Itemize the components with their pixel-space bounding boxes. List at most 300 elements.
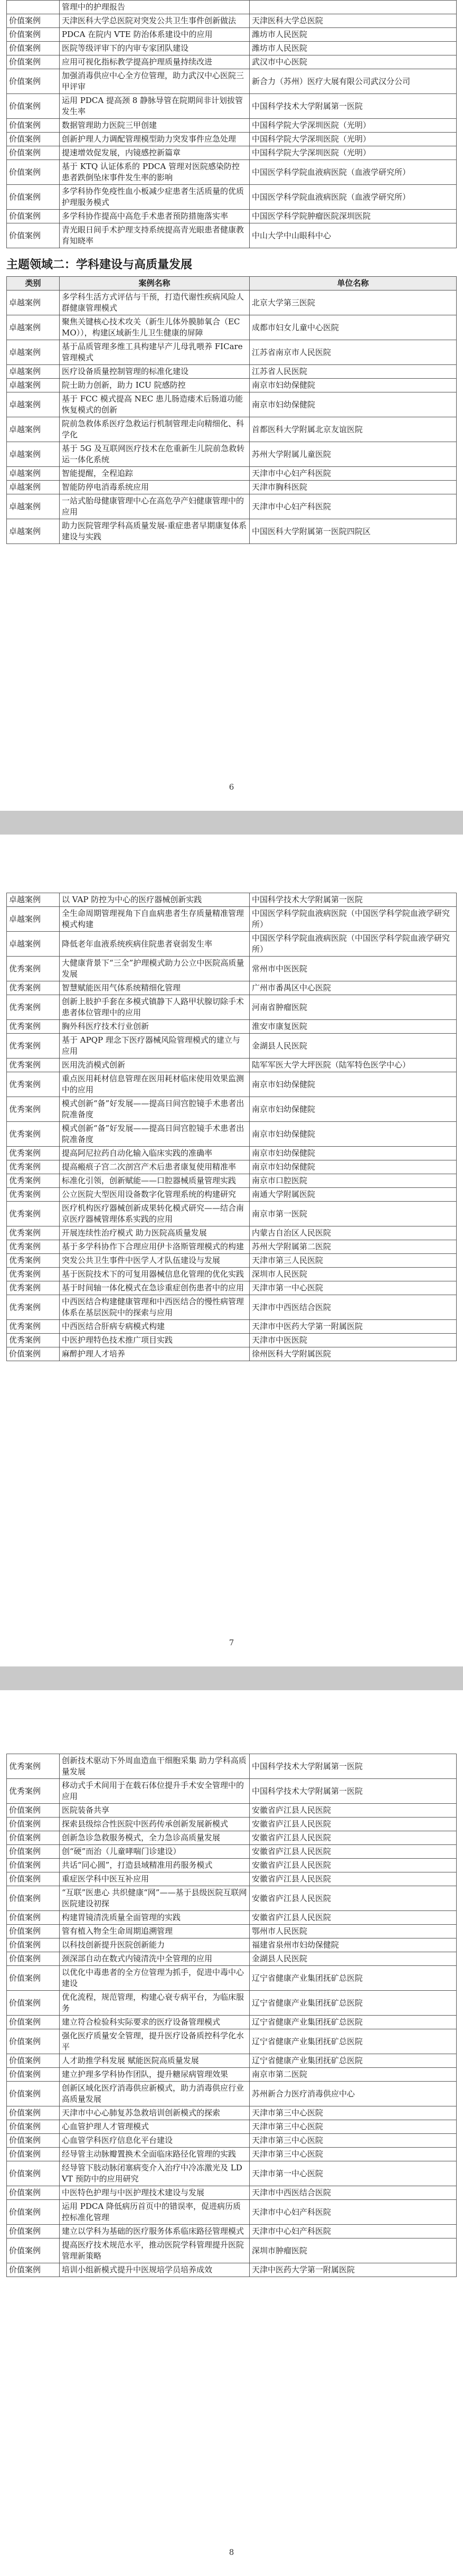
cell-case-name: 标准化引领，创新赋能——口腔器械质量管理实践: [60, 1174, 250, 1188]
cell-category: 价值案例: [7, 160, 60, 185]
cell-case-name: 提速增效促发展，内镜感控新篇章: [60, 146, 250, 160]
cell-category: 价值案例: [7, 14, 60, 28]
cell-unit-name: 天津市第一中心医院: [250, 1281, 457, 1295]
cell-case-name: 经导管主动脉瓣置换术全面临床路径化管理的实践: [60, 2148, 250, 2161]
page-6: [0, 0, 463, 811]
table-row: [7, 1872, 457, 1886]
cell-case-name: 基于 5G 及互联网医疗技术在危重新生儿院前急救转运一体化系统: [60, 442, 250, 467]
cell-unit-name: 南京市妇幼保健院: [250, 1147, 457, 1160]
cell-category: 卓越案例: [7, 932, 60, 957]
cell-unit-name: 陆军军医大学大坪医院（陆军特色医学中心）: [250, 1058, 457, 1072]
cell-unit-name: 天津市第一中心医院: [250, 2161, 457, 2186]
cell-unit-name: 首都医科大学附属北京友谊医院: [250, 417, 457, 442]
table-row: [7, 893, 457, 907]
cell-unit-name: 北京大学第三医院: [250, 291, 457, 315]
cell-case-name: 以优化中毒患者的全方位管理为抓手，促进中毒中心建设: [60, 1966, 250, 1991]
table-row: [7, 957, 457, 981]
cell-case-name: 应用可视化指标教学提高护理质量持续改进: [60, 55, 250, 69]
table-row: [7, 1938, 457, 1952]
cell-category: 价值案例: [7, 1804, 60, 1818]
cell-unit-name: 南通大学附属医院: [250, 1188, 457, 1202]
table-row: [7, 1226, 457, 1240]
cell-unit-name: 安徽省庐江县人民医院: [250, 1804, 457, 1818]
header-category: 类别: [7, 277, 60, 291]
table-row: [7, 185, 457, 210]
table-row: [7, 1859, 457, 1872]
cell-unit-name: 中国科学院大学深圳医院（光明）: [250, 133, 457, 146]
cell-unit-name: 辽宁省健康产业集团抚矿总医院: [250, 2016, 457, 2029]
table-row: [7, 1160, 457, 1174]
cell-case-name: 提高瘢痕子宫二次剖宫产术后患者康复使用精准率: [60, 1160, 250, 1174]
cell-case-name: 强化医疗质量安全管理，提升医疗设备质控科学化水平: [60, 2029, 250, 2054]
cell-case-name: 模式创新“备”好发展——提高日间宫腔镜手术患者出院准备度: [60, 1122, 250, 1147]
table-row: [7, 1804, 457, 1818]
table-row: [7, 210, 457, 223]
table-row: [7, 981, 457, 995]
cell-case-name: 公立医院大型医用设备数字化管理系统的构建研究: [60, 1188, 250, 1202]
table-row: [7, 1952, 457, 1966]
cell-unit-name: 辽宁省健康产业集团抚矿总医院: [250, 2029, 457, 2054]
cell-case-name: 经导管下肢动脉闭塞病变介入治疗中冷冻激光及 LDVT 预防中的应用研究: [60, 2161, 250, 2186]
table-row: [7, 365, 457, 379]
cell-unit-name: 天津市第三中心医院: [250, 2120, 457, 2134]
cell-unit-name: 天津市中医药大学第一附属医院: [250, 1320, 457, 1334]
cell-unit-name: 安徽省庐江县人民医院: [250, 1911, 457, 1925]
cell-unit-name: 金湖县人民医院: [250, 1034, 457, 1058]
cell-case-name: 心血管学科医疗信息化平台建设: [60, 2134, 250, 2148]
case-table: [6, 1754, 457, 2277]
cell-case-name: 中医特色护理与中医护理技术建设与发展: [60, 2186, 250, 2200]
cell-case-name: 创新技术驱动下外周血造血干细胞采集 助力学科高质量发展: [60, 1754, 250, 1779]
cell-unit-name: [250, 1, 457, 14]
table-row: [7, 340, 457, 365]
table-row: [7, 1122, 457, 1147]
table-row: [7, 1991, 457, 2016]
cell-unit-name: 安徽省庐江县人民医院: [250, 1818, 457, 1831]
cell-case-name: 基于 FCC 模式提高 NEC 患儿肠造瘘术后肠道功能恢复模式的创新: [60, 392, 250, 417]
cell-case-name: 以科技创新提升医院创新能力: [60, 1938, 250, 1952]
cell-unit-name: 鄂州市人民医院: [250, 1925, 457, 1938]
cell-category: 价值案例: [7, 1952, 60, 1966]
page-number: 8: [229, 2547, 234, 2557]
cell-category: 价值案例: [7, 2134, 60, 2148]
table-row: [7, 907, 457, 932]
table-row: [7, 392, 457, 417]
cell-unit-name: 南京市口腔医院: [250, 1174, 457, 1188]
cell-case-name: 多学科协作免疫性血小板减少症患者生活质量的优质护理服务模式: [60, 185, 250, 210]
cell-case-name: 智慧赋能医用气体系统精细化管理: [60, 981, 250, 995]
cell-category: 价值案例: [7, 133, 60, 146]
cell-category: 卓越案例: [7, 392, 60, 417]
cell-category: 优秀案例: [7, 1174, 60, 1188]
cell-unit-name: 天津市第三中心医院: [250, 2106, 457, 2120]
cell-category: 卓越案例: [7, 907, 60, 932]
table-row: [7, 146, 457, 160]
cell-unit-name: 南京市第一医院: [250, 1202, 457, 1226]
table-row: [7, 379, 457, 392]
cell-category: 优秀案例: [7, 1754, 60, 1779]
table-row: [7, 2082, 457, 2106]
cell-category: 价值案例: [7, 1831, 60, 1845]
table-row: [7, 2161, 457, 2186]
cell-unit-name: 苏州大学附属儿童医院: [250, 442, 457, 467]
table-row: [7, 119, 457, 133]
cell-case-name: 基于时间轴一体化模式在急诊重症创伤患者中的应用: [60, 1281, 250, 1295]
cell-unit-name: 天津中医药大学第一附属医院: [250, 2263, 457, 2277]
cell-category: 卓越案例: [7, 291, 60, 315]
cell-unit-name: 天津医科大学总医院: [250, 14, 457, 28]
cell-case-name: 麻醉护理人才培养: [60, 1347, 250, 1361]
cell-unit-name: 金湖县人民医院: [250, 1952, 457, 1966]
cell-category: 优秀案例: [7, 1240, 60, 1254]
cell-unit-name: 天津市中西医结合医院: [250, 2186, 457, 2200]
cell-case-name: 创新急诊急救服务模式，全力急诊高质量发展: [60, 1831, 250, 1845]
cell-category: 价值案例: [7, 1859, 60, 1872]
page-8: [0, 1690, 463, 2576]
cell-case-name: 运用 PDCA 降低病历首页中的错误率，促进病历质控标准化管理: [60, 2200, 250, 2225]
table-row: [7, 2016, 457, 2029]
cell-case-name: 降低老年血液系统疾病住院患者衰弱发生率: [60, 932, 250, 957]
table-row: [7, 1966, 457, 1991]
cell-case-name: 探索县级综合性医院中医药传承创新发展新模式: [60, 1818, 250, 1831]
cell-case-name: 建立护理多学科协作团队，提升糖尿病管理效果: [60, 2068, 250, 2082]
cell-case-name: 基于 APQP 理念下医疗器械风险管理模式的建立与应用: [60, 1034, 250, 1058]
cell-category: 价值案例: [7, 2186, 60, 2200]
cell-unit-name: 中国科学院大学深圳医院（光明）: [250, 119, 457, 133]
cell-category: 价值案例: [7, 69, 60, 94]
cell-unit-name: 南京市妇幼保健院: [250, 1122, 457, 1147]
cell-category: 优秀案例: [7, 1188, 60, 1202]
cell-case-name: “互联”医患心 共织健康“网”——基于县级医院互联网医院建设初探: [60, 1886, 250, 1911]
cell-category: 优秀案例: [7, 1254, 60, 1268]
cell-unit-name: 南京市妇幼保健院: [250, 1160, 457, 1174]
cell-unit-name: 苏州新合力医疗消毒供应中心: [250, 2082, 457, 2106]
table-row: [7, 1320, 457, 1334]
cell-category: 优秀案例: [7, 1320, 60, 1334]
cell-unit-name: 中国医学科学院血液病医院（血液学研究所）: [250, 160, 457, 185]
table-row: [7, 1174, 457, 1188]
cell-category: 价值案例: [7, 2148, 60, 2161]
cell-unit-name: 福建省泉州市妇幼保健院: [250, 1938, 457, 1952]
cell-category: 优秀案例: [7, 1281, 60, 1295]
cell-unit-name: 中国科学技术大学附属第一医院: [250, 1779, 457, 1804]
table-row: [7, 1034, 457, 1058]
cell-category: 优秀案例: [7, 1020, 60, 1034]
cell-category: 卓越案例: [7, 315, 60, 340]
cell-unit-name: 江苏省人民医院: [250, 365, 457, 379]
cell-unit-name: 中国医学科学院血液病医院（血液学研究所）: [250, 185, 457, 210]
cell-case-name: 智能提醒，全程追踪: [60, 467, 250, 481]
cell-case-name: 院士助力创新，助力 ICU 院感防控: [60, 379, 250, 392]
cell-unit-name: 新合力（苏州）医疗大展有限公司武汉分公司: [250, 69, 457, 94]
cell-category: 价值案例: [7, 2016, 60, 2029]
cell-unit-name: 天津市中心妇产科医院: [250, 2200, 457, 2225]
cell-category: 价值案例: [7, 2068, 60, 2082]
cell-category: 价值案例: [7, 2225, 60, 2238]
table-row: [7, 2225, 457, 2238]
cell-category: 卓越案例: [7, 481, 60, 494]
cell-case-name: 天津市中心心肺复苏急救培训创新模式的探索: [60, 2106, 250, 2120]
table-row: [7, 1, 457, 14]
cell-case-name: 创“硬”而治（儿童哮喘门诊建设）: [60, 1845, 250, 1859]
cell-unit-name: 辽宁省健康产业集团抚矿总医院: [250, 1991, 457, 2016]
table-row: [7, 2120, 457, 2134]
cell-category: 价值案例: [7, 1938, 60, 1952]
table-row: [7, 42, 457, 55]
cell-case-name: 运用 PDCA 提高颈 8 静脉导管在院期间非计划拔管发生率: [60, 94, 250, 119]
table-row: [7, 28, 457, 42]
cell-case-name: 中西医结合构建健康管理和中西医结合的慢性病管理体系在基层医院中的探索与应用: [60, 1295, 250, 1320]
cell-category: 卓越案例: [7, 893, 60, 907]
page-7: [0, 835, 463, 1666]
cell-case-name: 基于品质管理多维工具构建早产儿母乳喂养 FICare 管理模式: [60, 340, 250, 365]
cell-case-name: 医用洗消模式创新: [60, 1058, 250, 1072]
cell-category: 优秀案例: [7, 1072, 60, 1097]
page-number: 7: [229, 1638, 234, 1647]
cell-unit-name: 中山大学中山眼科中心: [250, 223, 457, 248]
cell-unit-name: 天津市中心妇产科医院: [250, 2225, 457, 2238]
cell-unit-name: 苏州大学附属第二医院: [250, 1240, 457, 1254]
cell-case-name: 中西医结合肝病专病模式构建: [60, 1320, 250, 1334]
cell-case-name: 院前急救体系医疗急救运行机制管理走向精细化、科学化: [60, 417, 250, 442]
cell-category: 价值案例: [7, 1991, 60, 2016]
cell-case-name: 青光眼日间手术护理支持系统提高青光眼患者健康教育知晓率: [60, 223, 250, 248]
cell-unit-name: 南京市妇幼保健院: [250, 1097, 457, 1122]
cell-unit-name: 武汉市中心医院: [250, 55, 457, 69]
cell-category: 价值案例: [7, 94, 60, 119]
table-row: [7, 417, 457, 442]
cell-case-name: 全生命周期管理视角下自血病患者生存质量精准管理模式构建: [60, 907, 250, 932]
table-row: [7, 481, 457, 494]
cell-category: 价值案例: [7, 2106, 60, 2120]
cell-case-name: 颈深部自动在数式内镜清洗中全管理的应用: [60, 1952, 250, 1966]
table-row: [7, 1295, 457, 1320]
cell-category: 优秀案例: [7, 1226, 60, 1240]
cell-case-name: 胸外科医疗技术行业创新: [60, 1020, 250, 1034]
cell-case-name: 培训小组新模式提升中医规培学员培养成效: [60, 2263, 250, 2277]
table-row: [7, 1097, 457, 1122]
cell-category: 卓越案例: [7, 340, 60, 365]
table-row: [7, 1268, 457, 1281]
cell-case-name: 助力医院管理学科高质量发展-重症患者早期康复体系建设与实践: [60, 519, 250, 544]
cell-case-name: 一站式胎母健康管理中心在高危孕产妇健康管理中的应用: [60, 494, 250, 519]
table-row: [7, 2238, 457, 2263]
cell-unit-name: 中国科学技术大学附属第一医院: [250, 94, 457, 119]
cell-unit-name: 天津市中心妇产科医院: [250, 494, 457, 519]
cell-case-name: 创新区域化医疗消毒供应新模式，助力消毒供应行业高质量发展: [60, 2082, 250, 2106]
table-row: [7, 1072, 457, 1097]
table-row: [7, 1347, 457, 1361]
table-row: [7, 2186, 457, 2200]
table-row: [7, 995, 457, 1020]
cell-category: 价值案例: [7, 2120, 60, 2134]
cell-category: 价值案例: [7, 2082, 60, 2106]
cell-unit-name: 安徽省庐江县人民医院: [250, 1859, 457, 1872]
cell-case-name: 医疗设备质量控制管理的标准化建设: [60, 365, 250, 379]
cell-category: 优秀案例: [7, 1268, 60, 1281]
cell-category: 卓越案例: [7, 365, 60, 379]
cell-unit-name: 天津市第三人民医院: [250, 1254, 457, 1268]
cell-unit-name: 天津市中心妇产科医院: [250, 467, 457, 481]
cell-case-name: 管有植入物全生命周期追溯管理: [60, 1925, 250, 1938]
table-row: [7, 1281, 457, 1295]
cell-category: 优秀案例: [7, 1147, 60, 1160]
cell-category: 卓越案例: [7, 379, 60, 392]
table-row: [7, 160, 457, 185]
cell-case-name: 重点医用耗材信息管理在医用耗材临床使用效果监测中的应用: [60, 1072, 250, 1097]
cell-unit-name: 河南省肿瘤医院: [250, 995, 457, 1020]
table-row: [7, 315, 457, 340]
cell-category: 优秀案例: [7, 1160, 60, 1174]
cell-unit-name: 南京市第二医院: [250, 2068, 457, 2082]
table-header-row: [7, 277, 457, 291]
table-row: [7, 1925, 457, 1938]
cell-case-name: 移动式手术间用于在载石体位提升手术安全管理中的应用: [60, 1779, 250, 1804]
cell-category: 价值案例: [7, 1925, 60, 1938]
cell-case-name: 管理中的护理报告: [60, 1, 250, 14]
cell-unit-name: 南京市妇幼保健院: [250, 1072, 457, 1097]
page-number: 6: [229, 782, 234, 792]
cell-category: 卓越案例: [7, 494, 60, 519]
cell-unit-name: 广州市番禺区中心医院: [250, 981, 457, 995]
cell-case-name: 开展连续性治疗模式 助力医院高质量发展: [60, 1226, 250, 1240]
cell-case-name: 共话“同心圆”，打造县域精准用药服务模式: [60, 1859, 250, 1872]
table-row: [7, 14, 457, 28]
header-unit-name: 单位名称: [250, 277, 457, 291]
cell-unit-name: 天津市第三中心医院: [250, 2134, 457, 2148]
cell-unit-name: 天津市中西医结合医院: [250, 1295, 457, 1320]
cell-category: 优秀案例: [7, 995, 60, 1020]
table-row: [7, 1202, 457, 1226]
cell-category: 价值案例: [7, 2054, 60, 2068]
cell-category: 优秀案例: [7, 981, 60, 995]
cell-category: 价值案例: [7, 28, 60, 42]
cell-category: 价值案例: [7, 1347, 60, 1361]
cell-unit-name: 江苏省南京市人民医院: [250, 340, 457, 365]
table-row: [7, 2029, 457, 2054]
cell-category: 优秀案例: [7, 957, 60, 981]
cell-case-name: 创新护理人力调配管理模型助力突发事件应急处理: [60, 133, 250, 146]
table-row: [7, 291, 457, 315]
case-table: [6, 276, 457, 544]
cell-case-name: 加强消毒供应中心全方位管理，助力武汉中心医院三甲评审: [60, 69, 250, 94]
cell-unit-name: 潍坊市人民医院: [250, 42, 457, 55]
cell-category: 优秀案例: [7, 1122, 60, 1147]
cell-category: 价值案例: [7, 119, 60, 133]
table-row: [7, 1831, 457, 1845]
cell-case-name: 模式创新“备”好发展——提高日间宫腔镜手术患者出院准备度: [60, 1097, 250, 1122]
cell-case-name: 中医护理特色技术推广项目实践: [60, 1334, 250, 1347]
table-row: [7, 2054, 457, 2068]
table-row: [7, 1058, 457, 1072]
table-row: [7, 932, 457, 957]
cell-unit-name: 深圳市人民医院: [250, 1268, 457, 1281]
table-row: [7, 223, 457, 248]
table-row: [7, 55, 457, 69]
cell-category: 优秀案例: [7, 1779, 60, 1804]
cell-category: 价值案例: [7, 2238, 60, 2263]
table-row: [7, 1020, 457, 1034]
cell-category: 价值案例: [7, 223, 60, 248]
cell-case-name: 医院装备共享: [60, 1804, 250, 1818]
cell-case-name: 聚焦关键核心技术攻关（新生儿体外膜肺氧合（ECMO）），构建区域新生儿卫生健康的屏障: [60, 315, 250, 340]
table-row: [7, 2148, 457, 2161]
cell-case-name: 多学科生活方式评估与干预，打造代谢性疾病风险人群健康管理模式: [60, 291, 250, 315]
cell-case-name: 数据管理助力医院三甲创建: [60, 119, 250, 133]
cell-category: 价值案例: [7, 1872, 60, 1886]
table-row: [7, 1147, 457, 1160]
table-row: [7, 494, 457, 519]
cell-unit-name: 中国科学技术大学附属第一医院: [250, 1754, 457, 1779]
cell-unit-name: 中国医学科学院肿瘤医院深圳医院: [250, 210, 457, 223]
cell-category: 价值案例: [7, 42, 60, 55]
cell-category: 价值案例: [7, 1911, 60, 1925]
cell-unit-name: 淮安市康复医院: [250, 1020, 457, 1034]
cell-category: 价值案例: [7, 1966, 60, 1991]
cell-case-name: 智能防停电消毒系统应用: [60, 481, 250, 494]
cell-case-name: 基于多学科协作下合理应用伊卡洛斯管理模式的构建: [60, 1240, 250, 1254]
cell-case-name: 医疗机构医疗器械创新成果转化模式研究——结合南京医疗器械管理体系实践的应用: [60, 1202, 250, 1226]
table-row: [7, 442, 457, 467]
cell-category: 优秀案例: [7, 1058, 60, 1072]
cell-category: 价值案例: [7, 2263, 60, 2277]
cell-category: 价值案例: [7, 2029, 60, 2054]
cell-case-name: 提高医疗技术规范水平，推动医院学科管理提升医院管理新策略: [60, 2238, 250, 2263]
cell-unit-name: 中国科学院大学深圳医院（光明）: [250, 146, 457, 160]
table-row: [7, 2106, 457, 2120]
table-row: [7, 1845, 457, 1859]
cell-category: 卓越案例: [7, 519, 60, 544]
cell-case-name: 人才助推学科发展 赋能医院高质量发展: [60, 2054, 250, 2068]
cell-category: 优秀案例: [7, 1202, 60, 1226]
table-row: [7, 133, 457, 146]
cell-unit-name: 南京市妇幼保健院: [250, 392, 457, 417]
cell-category: 卓越案例: [7, 417, 60, 442]
cell-case-name: 构建胃镜清洗质量全面管理的实践: [60, 1911, 250, 1925]
cell-case-name: 重症医学科中医互补应用: [60, 1872, 250, 1886]
cell-case-name: 创新上肢护手套在多模式镇静下人路甲状腺切除手术患者体位管理中的应用: [60, 995, 250, 1020]
cell-unit-name: 安徽省庐江县人民医院: [250, 1886, 457, 1911]
cell-unit-name: 安徽省庐江县人民医院: [250, 1872, 457, 1886]
cell-unit-name: 中国医科大学附属第一医院四院区: [250, 519, 457, 544]
table-row: [7, 69, 457, 94]
cell-case-name: 基于医院技术下的可复用器械信息化管理的优化实践: [60, 1268, 250, 1281]
table-row: [7, 1334, 457, 1347]
cell-case-name: 基于 KTQ 认证体系的 PDCA 管理对医院感染防控患者跌倒坠床事件发生率的影响: [60, 160, 250, 185]
cell-category: 价值案例: [7, 185, 60, 210]
cell-category: 价值案例: [7, 1845, 60, 1859]
cell-category: [7, 1, 60, 14]
cell-category: 价值案例: [7, 146, 60, 160]
table-row: [7, 1779, 457, 1804]
table-row: [7, 1240, 457, 1254]
cell-category: 价值案例: [7, 55, 60, 69]
cell-category: 优秀案例: [7, 1034, 60, 1058]
cell-unit-name: 安徽省庐江县人民医院: [250, 1845, 457, 1859]
cell-unit-name: 南京市妇幼保健院: [250, 379, 457, 392]
cell-category: 卓越案例: [7, 442, 60, 467]
table-row: [7, 1188, 457, 1202]
cell-unit-name: 安徽省庐江县人民医院: [250, 1831, 457, 1845]
cell-case-name: 以 VAP 防控为中心的医疗器械创新实践: [60, 893, 250, 907]
cell-category: 优秀案例: [7, 1334, 60, 1347]
table-row: [7, 1754, 457, 1779]
table-row: [7, 1818, 457, 1831]
case-table: [6, 893, 457, 1361]
cell-category: 价值案例: [7, 2200, 60, 2225]
table-row: [7, 1911, 457, 1925]
cell-case-name: 优化流程，规范管理，构建心衰专病平台，为临床服务: [60, 1991, 250, 2016]
